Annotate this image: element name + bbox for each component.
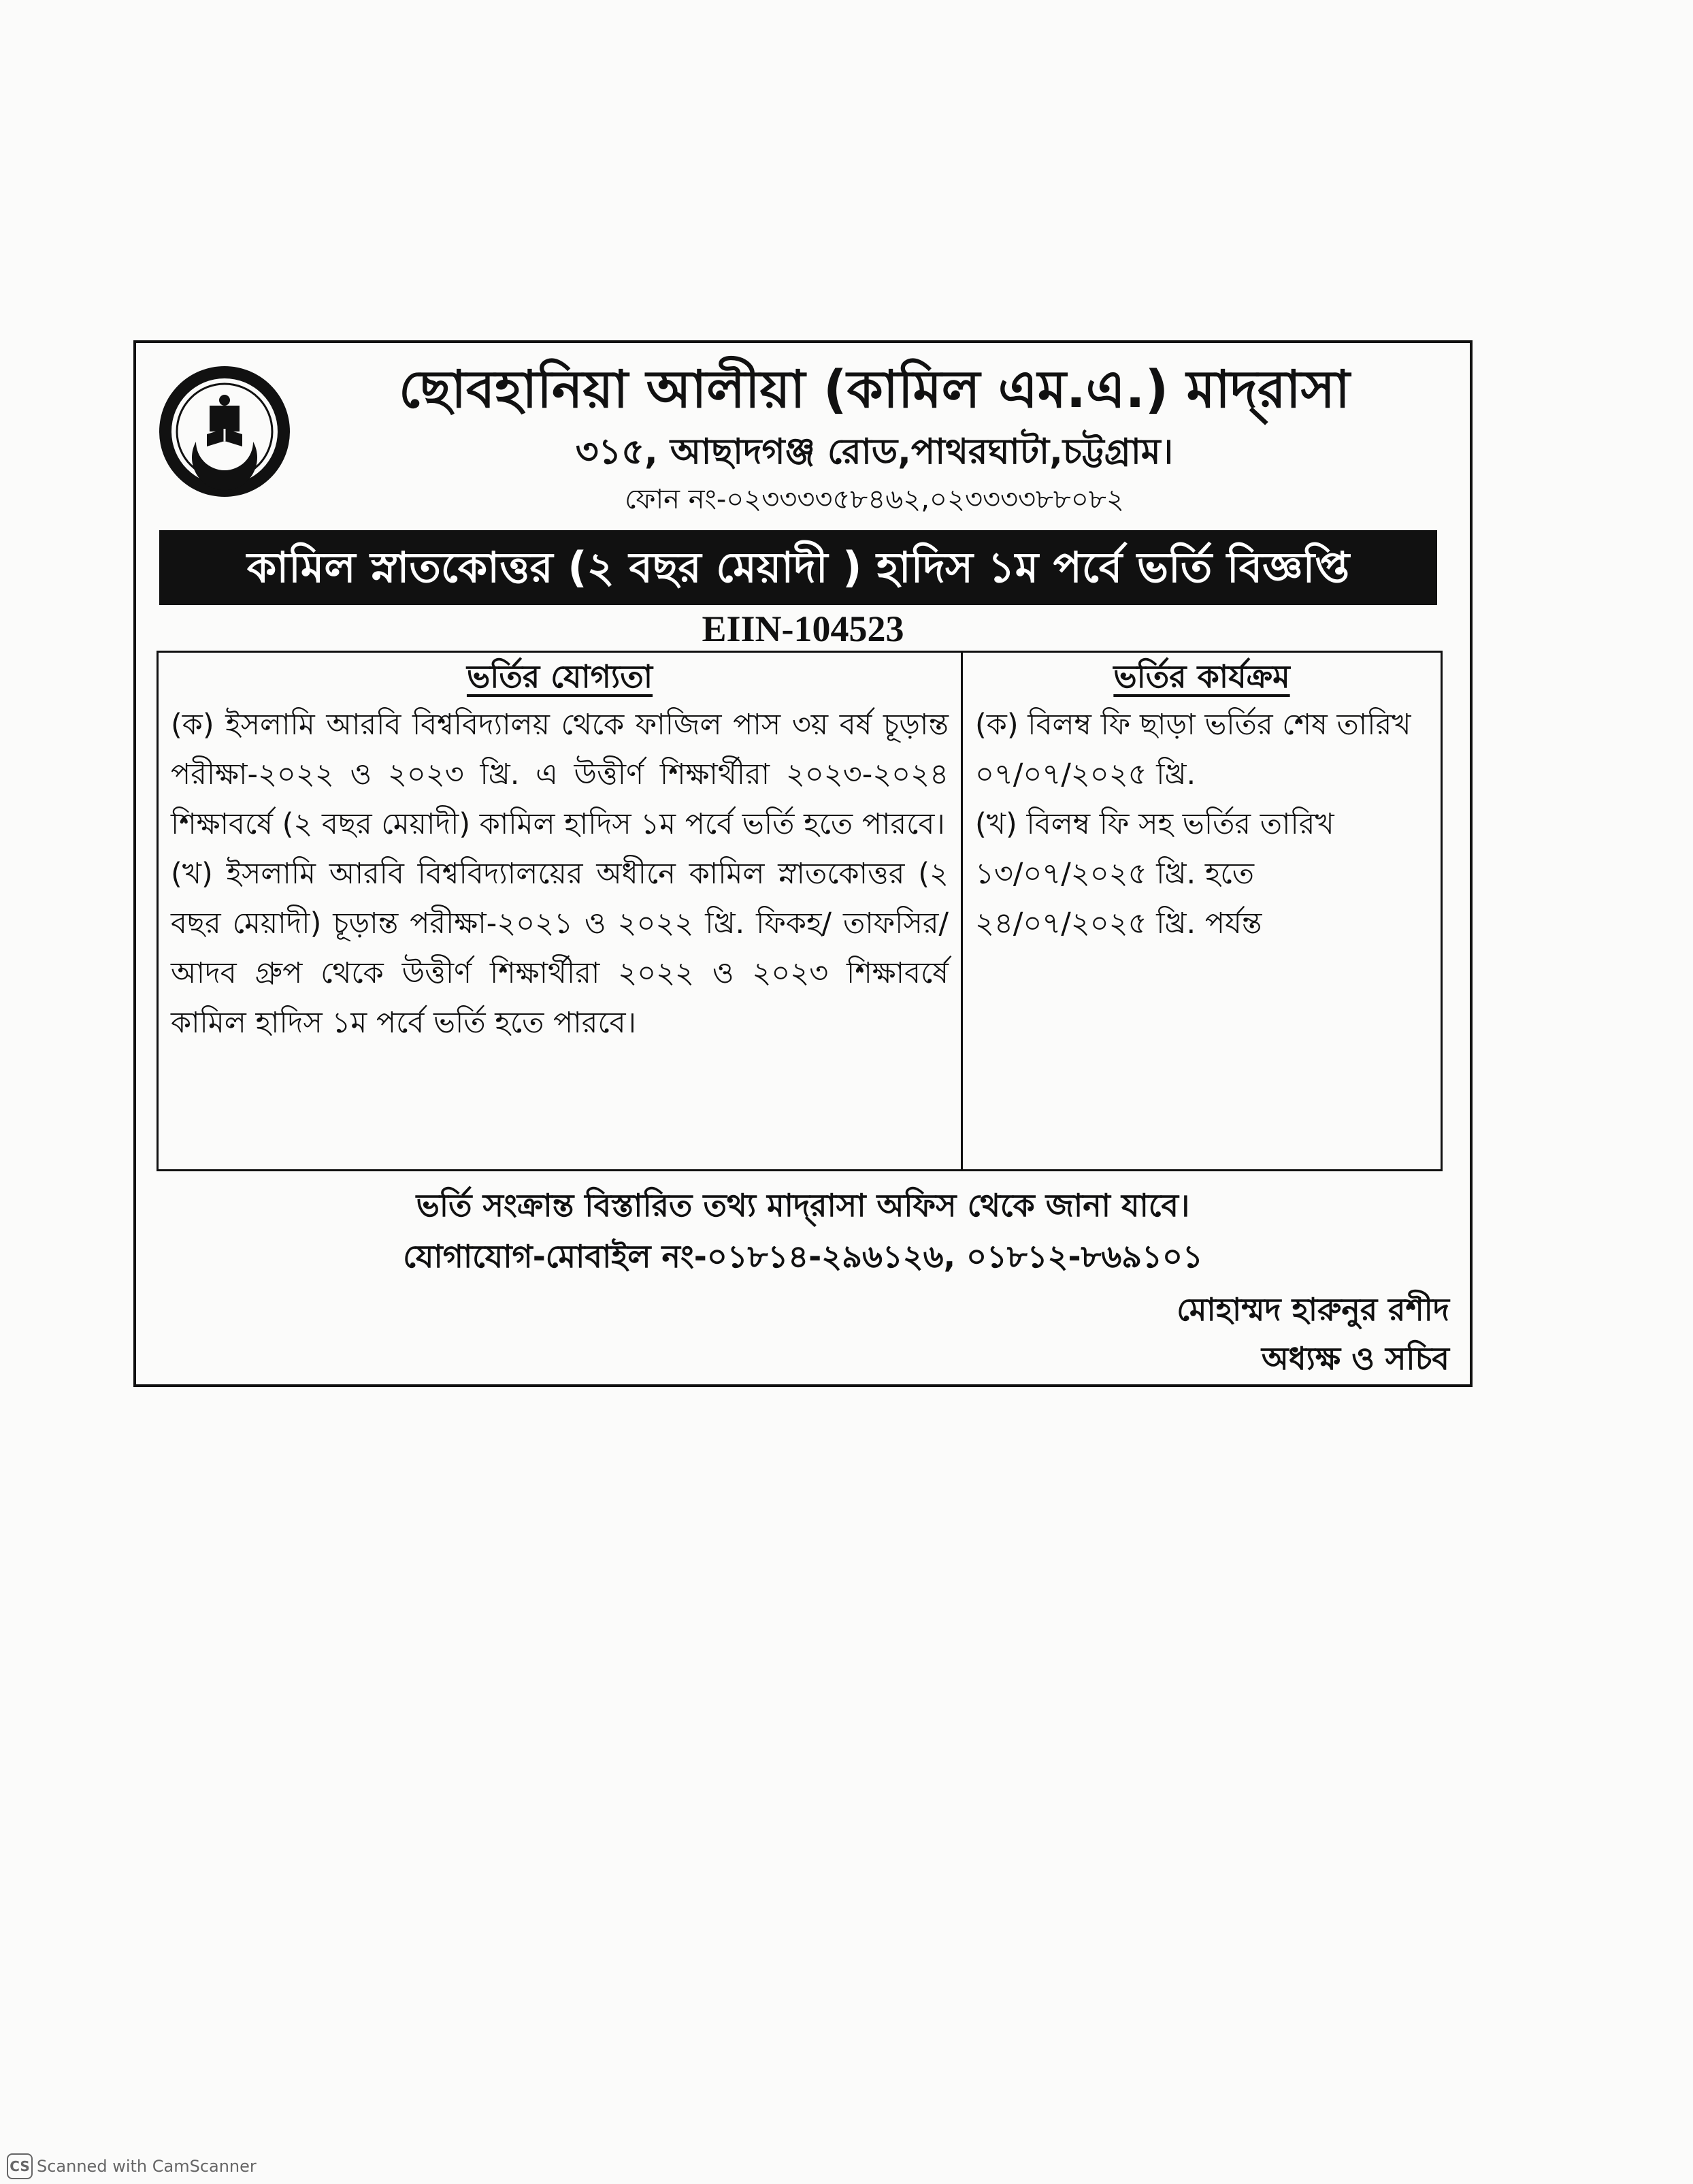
schedule-heading: ভর্তির কার্যক্রম [1113, 658, 1290, 695]
admission-info-table [157, 651, 1443, 1171]
camscanner-logo: CS [7, 2153, 33, 2179]
eligibility-item: (ক) ইসলামি আরবি বিশ্ববিদ্যালয় থেকে ফাজিল পাস ৩য় বর্ষ চূড়ান্ত পরীক্ষা-২০২২ ও ২০২৩ খ্রি. এ উত্তীর্ণ শিক্ষার্থীরা ২০২৩-২০২৪ শিক্ষাবর্ষে (২ বছর মেয়াদী) কামিল হাদিস ১ম পর্বে ভর্তি হতে পারবে। [171, 708, 949, 841]
schedule-item: (খ) বিলম্ব ফি সহ ভর্তির তারিখ ১৩/০৭/২০২৫ খ্রি. হতে ২৪/০৭/২০২৫ খ্রি. পর্যন্ত [975, 807, 1334, 941]
notice-title-banner: কামিল স্নাতকোত্তর (২ বছর মেয়াদী ) হাদিস ১ম পর্বে ভর্তি বিজ্ঞপ্তি [159, 530, 1437, 605]
madrasa-crest-icon [157, 363, 293, 500]
institution-name: ছোবহানিয়া আলীয়া (কামিল এম.এ.) মাদ্‌রাসা [399, 359, 1350, 419]
footer-info-text: ভর্তি সংক্রান্ত বিস্তারিত তথ্য মাদ্‌রাসা অফিস থেকে জানা যাবে। [416, 1187, 1190, 1224]
eligibility-heading: ভর্তির যোগ্যতা [466, 658, 653, 695]
eligibility-column [159, 653, 963, 1169]
footer-contact-text: যোগাযোগ-মোবাইল নং-০১৮১৪-২৯৬১২৬, ০১৮১২-৮৬৯১০১ [403, 1238, 1203, 1275]
scanner-label: Scanned with CamScanner [37, 2157, 257, 2176]
eiin-number: EIIN-104523 [702, 608, 904, 649]
eligibility-item: (খ) ইসলামি আরবি বিশ্ববিদ্যালয়ের অধীনে কামিল স্নাতকোত্তর (২ বছর মেয়াদী) চূড়ান্ত পরীক্ষা-২০২১ ও ২০২২ খ্রি. ফিকহ/ তাফসির/ আদব গ্রুপ থেকে উত্তীর্ণ শিক্ষার্থীরা ২০২২ ও ২০২৩ শিক্ষাবর্ষে কামিল হাদিস ১ম পর্বে ভর্তি হতে পারবে। [171, 857, 949, 1040]
signer-designation: অধ্যক্ষ ও সচিব [1261, 1340, 1449, 1377]
schedule-column [963, 653, 1441, 1169]
signer-name: মোহাম্মদ হারুনুর রশীদ [1177, 1291, 1449, 1328]
schedule-item: (ক) বিলম্ব ফি ছাড়া ভর্তির শেষ তারিখ ০৭/০৭/২০২৫ খ্রি. [975, 708, 1411, 792]
institution-address: ৩১৫, আছাদগঞ্জ রোড,পাথরঘাটা,চট্টগ্রাম। [575, 431, 1174, 472]
institution-phone: ফোন নং-০২৩৩৩৩৫৮৪৬২,০২৩৩৩৩৮৮০৮২ [625, 484, 1124, 515]
admission-notice [133, 340, 1473, 1387]
scanner-watermark [7, 2152, 257, 2179]
